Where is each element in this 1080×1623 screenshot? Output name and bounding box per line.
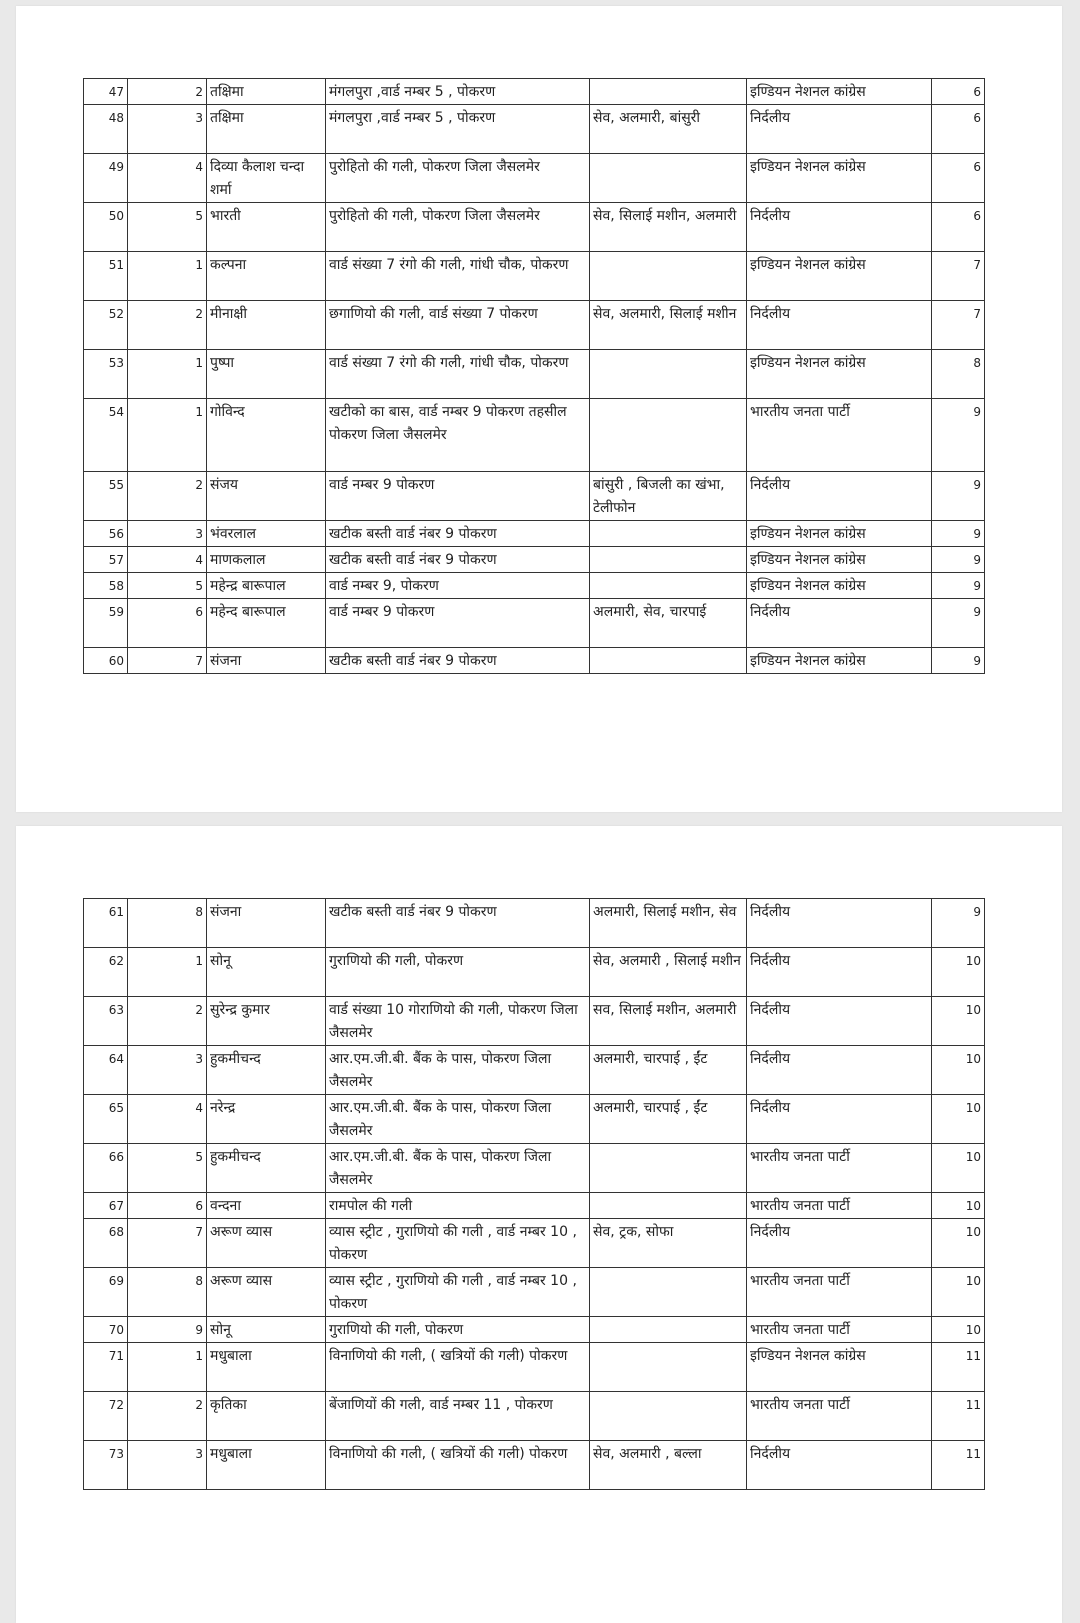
candidate-name-cell: कृतिका <box>207 1392 326 1441</box>
symbols-cell: सेव, अलमारी , बल्ला <box>590 1441 747 1490</box>
serial-number-cell: 53 <box>84 350 128 399</box>
party-cell: इण्डियन नेशनल कांग्रेस <box>747 573 932 599</box>
symbols-cell: सेव, ट्रक, सोफा <box>590 1219 747 1268</box>
serial-number-cell: 58 <box>84 573 128 599</box>
party-cell: इण्डियन नेशनल कांग्रेस <box>747 648 932 674</box>
symbols-cell <box>590 399 747 472</box>
ward-number-cell: 10 <box>932 948 985 997</box>
ward-number-cell: 7 <box>932 252 985 301</box>
ward-serial-cell: 3 <box>128 1441 207 1490</box>
serial-number-cell: 48 <box>84 105 128 154</box>
serial-number-cell: 60 <box>84 648 128 674</box>
symbols-cell: अलमारी, सेव, चारपाई <box>590 599 747 648</box>
address-cell: वार्ड नम्बर 9 पोकरण <box>326 599 590 648</box>
serial-number-cell: 73 <box>84 1441 128 1490</box>
ward-number-cell: 9 <box>932 399 985 472</box>
candidate-name-cell: महेन्द्र बारूपाल <box>207 573 326 599</box>
table-row <box>84 648 985 674</box>
candidate-name-cell: माणकलाल <box>207 547 326 573</box>
symbols-cell <box>590 79 747 105</box>
serial-number-cell: 64 <box>84 1046 128 1095</box>
symbols-cell <box>590 1144 747 1193</box>
candidate-name-cell: नरेन्द्र <box>207 1095 326 1144</box>
candidate-table-page-1 <box>83 78 985 674</box>
party-cell: निर्दलीय <box>747 1219 932 1268</box>
symbols-cell <box>590 573 747 599</box>
table-row <box>84 599 985 648</box>
candidate-name-cell: कल्पना <box>207 252 326 301</box>
candidate-name-cell: गोविन्द <box>207 399 326 472</box>
ward-number-cell: 9 <box>932 899 985 948</box>
symbols-cell <box>590 547 747 573</box>
document-page-2 <box>16 826 1062 1623</box>
serial-number-cell: 67 <box>84 1193 128 1219</box>
party-cell: निर्दलीय <box>747 948 932 997</box>
address-cell: पुरोहितो की गली, पोकरण जिला जैसलमेर <box>326 203 590 252</box>
candidate-table-page-2 <box>83 898 985 1490</box>
table-row <box>84 573 985 599</box>
ward-serial-cell: 4 <box>128 547 207 573</box>
symbols-cell: सेव, अलमारी, बांसुरी <box>590 105 747 154</box>
table-row <box>84 948 985 997</box>
party-cell: भारतीय जनता पार्टी <box>747 1144 932 1193</box>
address-cell: वार्ड संख्या 7 रंगो की गली, गांधी चौक, पोकरण <box>326 350 590 399</box>
address-cell: खटीक बस्ती वार्ड नंबर 9 पोकरण <box>326 547 590 573</box>
party-cell: इण्डियन नेशनल कांग्रेस <box>747 521 932 547</box>
table-row <box>84 1441 985 1490</box>
address-cell: छगाणियो की गली, वार्ड संख्या 7 पोकरण <box>326 301 590 350</box>
address-cell: गुराणियो की गली, पोकरण <box>326 1317 590 1343</box>
ward-serial-cell: 3 <box>128 105 207 154</box>
party-cell: इण्डियन नेशनल कांग्रेस <box>747 79 932 105</box>
serial-number-cell: 62 <box>84 948 128 997</box>
table-row <box>84 154 985 203</box>
ward-serial-cell: 2 <box>128 301 207 350</box>
address-cell: मंगलपुरा ,वार्ड नम्बर 5 , पोकरण <box>326 79 590 105</box>
serial-number-cell: 69 <box>84 1268 128 1317</box>
table-row <box>84 301 985 350</box>
serial-number-cell: 50 <box>84 203 128 252</box>
candidate-name-cell: महेन्द बारूपाल <box>207 599 326 648</box>
symbols-cell <box>590 1392 747 1441</box>
ward-number-cell: 10 <box>932 1046 985 1095</box>
party-cell: निर्दलीय <box>747 301 932 350</box>
address-cell: विनाणियो की गली, ( खत्रियों की गली) पोकरण <box>326 1441 590 1490</box>
ward-number-cell: 9 <box>932 472 985 521</box>
party-cell: निर्दलीय <box>747 599 932 648</box>
candidate-name-cell: हुकमीचन्द <box>207 1144 326 1193</box>
serial-number-cell: 47 <box>84 79 128 105</box>
candidate-name-cell: मधुबाला <box>207 1441 326 1490</box>
ward-serial-cell: 2 <box>128 1392 207 1441</box>
symbols-cell <box>590 252 747 301</box>
address-cell: पुरोहितो की गली, पोकरण जिला जैसलमेर <box>326 154 590 203</box>
symbols-cell: सेव, सिलाई मशीन, अलमारी <box>590 203 747 252</box>
ward-serial-cell: 2 <box>128 472 207 521</box>
ward-number-cell: 11 <box>932 1343 985 1392</box>
table-row <box>84 899 985 948</box>
party-cell: निर्दलीय <box>747 899 932 948</box>
ward-number-cell: 6 <box>932 79 985 105</box>
party-cell: भारतीय जनता पार्टी <box>747 1193 932 1219</box>
table-row <box>84 1343 985 1392</box>
table-row <box>84 1268 985 1317</box>
party-cell: इण्डियन नेशनल कांग्रेस <box>747 252 932 301</box>
serial-number-cell: 68 <box>84 1219 128 1268</box>
address-cell: खटीक बस्ती वार्ड नंबर 9 पोकरण <box>326 899 590 948</box>
serial-number-cell: 49 <box>84 154 128 203</box>
serial-number-cell: 57 <box>84 547 128 573</box>
symbols-cell: बांसुरी , बिजली का खंभा, टेलीफोन <box>590 472 747 521</box>
address-cell: वार्ड संख्या 7 रंगो की गली, गांधी चौक, पोकरण <box>326 252 590 301</box>
ward-number-cell: 10 <box>932 1095 985 1144</box>
serial-number-cell: 72 <box>84 1392 128 1441</box>
candidate-name-cell: तक्षिमा <box>207 105 326 154</box>
symbols-cell: सेव, अलमारी , सिलाई मशीन <box>590 948 747 997</box>
party-cell: भारतीय जनता पार्टी <box>747 1317 932 1343</box>
ward-serial-cell: 4 <box>128 154 207 203</box>
ward-number-cell: 9 <box>932 547 985 573</box>
serial-number-cell: 66 <box>84 1144 128 1193</box>
ward-serial-cell: 5 <box>128 573 207 599</box>
serial-number-cell: 59 <box>84 599 128 648</box>
table-row <box>84 350 985 399</box>
ward-serial-cell: 6 <box>128 599 207 648</box>
table-row <box>84 547 985 573</box>
candidate-name-cell: संजय <box>207 472 326 521</box>
ward-number-cell: 6 <box>932 105 985 154</box>
serial-number-cell: 54 <box>84 399 128 472</box>
candidate-name-cell: संजना <box>207 648 326 674</box>
symbols-cell <box>590 154 747 203</box>
symbols-cell: अलमारी, सिलाई मशीन, सेव <box>590 899 747 948</box>
candidate-name-cell: मीनाक्षी <box>207 301 326 350</box>
table-row <box>84 1219 985 1268</box>
party-cell: भारतीय जनता पार्टी <box>747 1392 932 1441</box>
candidate-name-cell: सोनू <box>207 1317 326 1343</box>
ward-number-cell: 10 <box>932 1193 985 1219</box>
party-cell: निर्दलीय <box>747 1441 932 1490</box>
candidate-name-cell: भारती <box>207 203 326 252</box>
ward-number-cell: 6 <box>932 203 985 252</box>
candidate-name-cell: सोनू <box>207 948 326 997</box>
ward-serial-cell: 7 <box>128 1219 207 1268</box>
table-row <box>84 521 985 547</box>
ward-serial-cell: 3 <box>128 1046 207 1095</box>
address-cell: आर.एम.जी.बी. बैंक के पास, पोकरण जिला जैसलमेर <box>326 1144 590 1193</box>
serial-number-cell: 52 <box>84 301 128 350</box>
serial-number-cell: 65 <box>84 1095 128 1144</box>
serial-number-cell: 61 <box>84 899 128 948</box>
symbols-cell: सेव, अलमारी, सिलाई मशीन <box>590 301 747 350</box>
candidate-name-cell: भंवरलाल <box>207 521 326 547</box>
address-cell: वार्ड संख्या 10 गोराणियो की गली, पोकरण जिला जैसलमेर <box>326 997 590 1046</box>
party-cell: भारतीय जनता पार्टी <box>747 399 932 472</box>
ward-serial-cell: 2 <box>128 997 207 1046</box>
ward-number-cell: 11 <box>932 1392 985 1441</box>
candidate-name-cell: सुरेन्द्र कुमार <box>207 997 326 1046</box>
address-cell: वार्ड नम्बर 9 पोकरण <box>326 472 590 521</box>
table-row <box>84 1392 985 1441</box>
address-cell: वार्ड नम्बर 9, पोकरण <box>326 573 590 599</box>
ward-number-cell: 10 <box>932 1144 985 1193</box>
party-cell: इण्डियन नेशनल कांग्रेस <box>747 350 932 399</box>
ward-number-cell: 8 <box>932 350 985 399</box>
ward-serial-cell: 1 <box>128 252 207 301</box>
address-cell: व्यास स्ट्रीट , गुराणियो की गली , वार्ड नम्बर 10 , पोकरण <box>326 1219 590 1268</box>
ward-serial-cell: 8 <box>128 899 207 948</box>
ward-number-cell: 9 <box>932 648 985 674</box>
party-cell: इण्डियन नेशनल कांग्रेस <box>747 154 932 203</box>
table-row <box>84 1144 985 1193</box>
party-cell: निर्दलीय <box>747 203 932 252</box>
party-cell: इण्डियन नेशनल कांग्रेस <box>747 547 932 573</box>
ward-serial-cell: 6 <box>128 1193 207 1219</box>
party-cell: निर्दलीय <box>747 1046 932 1095</box>
ward-number-cell: 10 <box>932 1219 985 1268</box>
candidate-name-cell: पुष्पा <box>207 350 326 399</box>
address-cell: खटीक बस्ती वार्ड नंबर 9 पोकरण <box>326 521 590 547</box>
ward-serial-cell: 3 <box>128 521 207 547</box>
ward-number-cell: 11 <box>932 1441 985 1490</box>
party-cell: निर्दलीय <box>747 105 932 154</box>
ward-serial-cell: 1 <box>128 1343 207 1392</box>
symbols-cell <box>590 1268 747 1317</box>
address-cell: आर.एम.जी.बी. बैंक के पास, पोकरण जिला जैसलमेर <box>326 1095 590 1144</box>
serial-number-cell: 56 <box>84 521 128 547</box>
table-row <box>84 1317 985 1343</box>
ward-serial-cell: 5 <box>128 1144 207 1193</box>
table-row <box>84 79 985 105</box>
address-cell: रामपोल की गली <box>326 1193 590 1219</box>
ward-serial-cell: 2 <box>128 79 207 105</box>
address-cell: बेंजाणियों की गली, वार्ड नम्बर 11 , पोकरण <box>326 1392 590 1441</box>
symbols-cell <box>590 1343 747 1392</box>
candidate-name-cell: दिव्या कैलाश चन्दा शर्मा <box>207 154 326 203</box>
party-cell: इण्डियन नेशनल कांग्रेस <box>747 1343 932 1392</box>
table-row <box>84 203 985 252</box>
ward-number-cell: 9 <box>932 521 985 547</box>
ward-serial-cell: 8 <box>128 1268 207 1317</box>
ward-number-cell: 10 <box>932 1317 985 1343</box>
table-row <box>84 997 985 1046</box>
candidate-name-cell: अरूण व्यास <box>207 1268 326 1317</box>
address-cell: मंगलपुरा ,वार्ड नम्बर 5 , पोकरण <box>326 105 590 154</box>
address-cell: गुराणियो की गली, पोकरण <box>326 948 590 997</box>
candidate-name-cell: हुकमीचन्द <box>207 1046 326 1095</box>
serial-number-cell: 51 <box>84 252 128 301</box>
table-row <box>84 1046 985 1095</box>
symbols-cell <box>590 350 747 399</box>
candidate-name-cell: मधुबाला <box>207 1343 326 1392</box>
symbols-cell: सव, सिलाई मशीन, अलमारी <box>590 997 747 1046</box>
symbols-cell <box>590 521 747 547</box>
symbols-cell <box>590 1193 747 1219</box>
serial-number-cell: 63 <box>84 997 128 1046</box>
party-cell: भारतीय जनता पार्टी <box>747 1268 932 1317</box>
symbols-cell: अलमारी, चारपाई , ईंट <box>590 1095 747 1144</box>
party-cell: निर्दलीय <box>747 1095 932 1144</box>
ward-number-cell: 9 <box>932 573 985 599</box>
address-cell: खटीक बस्ती वार्ड नंबर 9 पोकरण <box>326 648 590 674</box>
ward-number-cell: 10 <box>932 1268 985 1317</box>
table-row <box>84 105 985 154</box>
party-cell: निर्दलीय <box>747 472 932 521</box>
ward-serial-cell: 9 <box>128 1317 207 1343</box>
address-cell: व्यास स्ट्रीट , गुराणियो की गली , वार्ड नम्बर 10 , पोकरण <box>326 1268 590 1317</box>
address-cell: खटीको का बास, वार्ड नम्बर 9 पोकरण तहसील पोकरण जिला जैसलमेर <box>326 399 590 472</box>
ward-serial-cell: 1 <box>128 948 207 997</box>
symbols-cell: अलमारी, चारपाई , ईंट <box>590 1046 747 1095</box>
address-cell: विनाणियो की गली, ( खत्रियों की गली) पोकरण <box>326 1343 590 1392</box>
ward-serial-cell: 4 <box>128 1095 207 1144</box>
table-row <box>84 252 985 301</box>
candidate-name-cell: वन्दना <box>207 1193 326 1219</box>
symbols-cell <box>590 648 747 674</box>
ward-serial-cell: 7 <box>128 648 207 674</box>
party-cell: निर्दलीय <box>747 997 932 1046</box>
candidate-name-cell: अरूण व्यास <box>207 1219 326 1268</box>
ward-serial-cell: 1 <box>128 399 207 472</box>
ward-number-cell: 6 <box>932 154 985 203</box>
symbols-cell <box>590 1317 747 1343</box>
serial-number-cell: 71 <box>84 1343 128 1392</box>
candidate-name-cell: तक्षिमा <box>207 79 326 105</box>
serial-number-cell: 70 <box>84 1317 128 1343</box>
table-row <box>84 1193 985 1219</box>
serial-number-cell: 55 <box>84 472 128 521</box>
address-cell: आर.एम.जी.बी. बैंक के पास, पोकरण जिला जैसलमेर <box>326 1046 590 1095</box>
table-row <box>84 399 985 472</box>
candidate-name-cell: संजना <box>207 899 326 948</box>
ward-number-cell: 7 <box>932 301 985 350</box>
ward-number-cell: 10 <box>932 997 985 1046</box>
ward-serial-cell: 1 <box>128 350 207 399</box>
table-row <box>84 1095 985 1144</box>
ward-serial-cell: 5 <box>128 203 207 252</box>
document-page-1 <box>16 6 1062 812</box>
table-row <box>84 472 985 521</box>
ward-number-cell: 9 <box>932 599 985 648</box>
